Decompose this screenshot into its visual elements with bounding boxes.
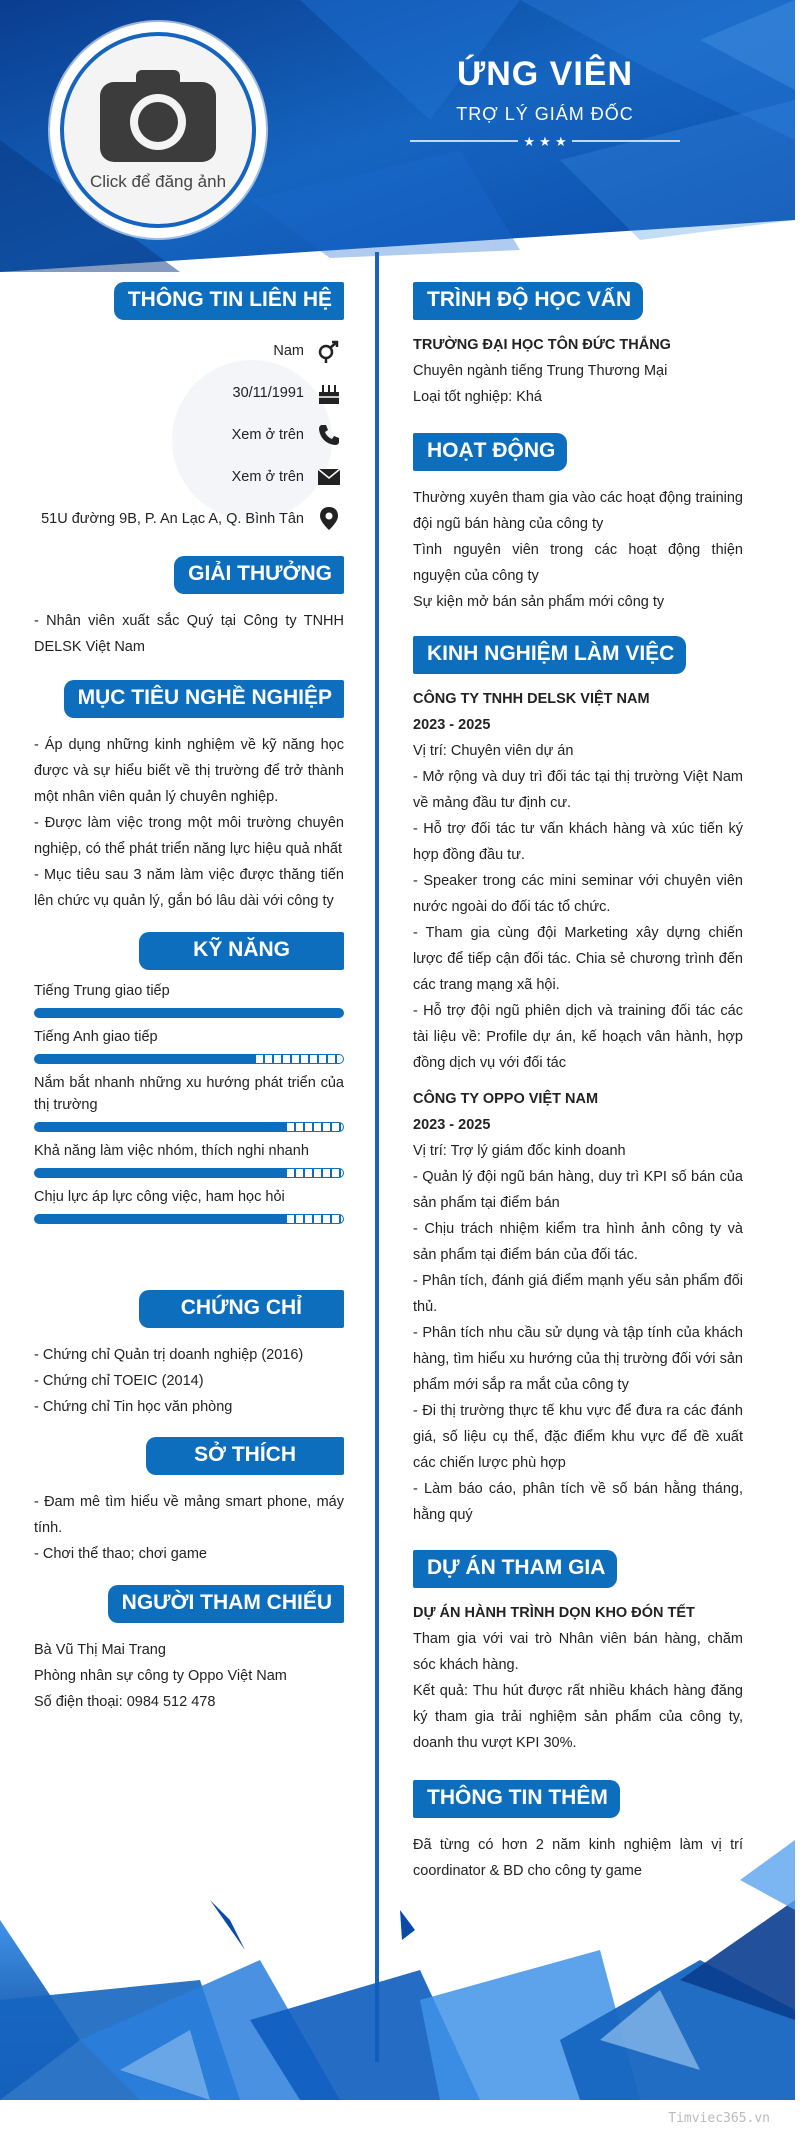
skill-level-remaining [287,1169,343,1177]
job-duty: - Hỗ trợ đội ngũ phiên dịch và training đối tác các tài liệu về: Profile dự án, kế hoạch vân hành, hợp đồng dịch vụ với đối tác [413,1003,743,1071]
activities-section [413,433,743,615]
extra-info-heading: THÔNG TIN THÊM [413,1780,620,1818]
candidate-position: TRỢ LÝ GIÁM ĐỐC [456,104,634,124]
hobbies-section [34,1437,344,1567]
job-entry [413,686,743,1076]
birthday-cake-icon [314,378,344,408]
major: Chuyên ngành tiếng Trung Thương Mại [413,363,668,379]
candidate-heading [400,55,690,154]
job-entry [413,1086,743,1528]
skill-level-bar [34,1214,344,1224]
references-heading: NGƯỜI THAM CHIẾU [108,1585,344,1623]
skill-name: Nắm bắt nhanh những xu hướng phát triển của thị trường [34,1075,344,1113]
awards-section [34,556,344,660]
phone-icon [314,420,344,450]
hobbies-heading: SỞ THÍCH [146,1437,344,1475]
reference-item: Bà Vũ Thị Mai Trang [34,1642,166,1658]
reference-item: Số điện thoại: 0984 512 478 [34,1694,216,1710]
job-period: 2023 - 2025 [413,1117,491,1133]
job-company: CÔNG TY OPPO VIỆT NAM [413,1091,599,1107]
address-value: 51U đường 9B, P. An Lạc A, Q. Bình Tân [41,511,304,527]
gender-row [34,330,344,372]
job-duty: - Mở rộng và duy trì đối tác tại thị trường Việt Nam về mảng đầu tư định cư. [413,769,743,811]
birthday-value: 30/11/1991 [232,385,304,401]
footer-background [0,1840,795,2100]
experience-section [413,636,743,1528]
camera-icon [98,68,218,164]
skill-level-bar [34,1054,344,1064]
objective-item: - Được làm việc trong một môi trường chuyên nghiệp, có thể phát triển năng lực hiệu quả nhất [34,815,344,857]
phone-row [34,414,344,456]
gender-icon [314,336,344,366]
awards-heading: GIẢI THƯỞNG [174,556,344,594]
stars-divider-icon [400,133,690,149]
reference-item: Phòng nhân sự công ty Oppo Việt Nam [34,1668,287,1684]
projects-section [413,1550,743,1756]
hobby-item: - Đam mê tìm hiểu về mảng smart phone, máy tính. [34,1494,344,1536]
objective-item: - Áp dụng những kinh nghiệm về kỹ năng học được và sự hiểu biết về thị trường để trở thành một nhân viên quản lý chuyên nghiệp. [34,737,344,805]
objective-heading: MỤC TIÊU NGHỀ NGHIỆP [64,680,344,718]
references-section [34,1585,344,1715]
project-name: DỰ ÁN HÀNH TRÌNH DỌN KHO ĐÓN TẾT [413,1605,695,1621]
job-duty: - Làm báo cáo, phân tích về số bán hằng tháng, hằng quý [413,1481,743,1523]
skill-level-remaining [287,1123,343,1131]
phone-value: Xem ở trên [231,427,304,443]
job-duty: - Tham gia cùng đội Marketing xây dựng chiến lược để tiếp cận đối tác. Chia sẻ chương trình đến các trang mạng xã hội. [413,925,743,993]
location-pin-icon [314,504,344,534]
skills-heading: KỸ NĂNG [139,932,344,970]
job-duty: - Quản lý đội ngũ bán hàng, duy trì KPI số bán của sản phẩm tại điểm bán [413,1169,743,1211]
certificate-item: - Chứng chỉ Tin học văn phòng [34,1399,233,1415]
certificates-section [34,1290,344,1420]
education-section [413,282,743,410]
skill-name: Chịu lực áp lực công việc, ham học hỏi [34,1189,285,1205]
certificate-item: - Chứng chỉ TOEIC (2014) [34,1373,204,1389]
activity-item: Thường xuyên tham gia vào các hoạt động training đội ngũ bán hàng của công ty [413,490,743,532]
project-item: Tham gia với vai trò Nhân viên bán hàng, chăm sóc khách hàng. [413,1631,743,1673]
job-duty: - Speaker trong các mini seminar với chuyên viên nước ngoài do đối tác tổ chức. [413,873,743,915]
skills-list [34,980,344,1224]
education-heading: TRÌNH ĐỘ HỌC VẤN [413,282,643,320]
certificates-heading: CHỨNG CHỈ [139,1290,344,1328]
svg-text:★ ★ ★: ★ ★ ★ [523,135,567,149]
candidate-name: ỨNG VIÊN [456,55,633,93]
job-duty: - Chịu trách nhiệm kiểm tra hình ảnh công ty và sản phẩm tại điểm bán của đối tác. [413,1221,743,1263]
skill-level-bar [34,1168,344,1178]
photo-upload-label: Click để đăng ảnh [89,172,227,191]
email-icon [314,462,344,492]
objective-section [34,680,344,914]
skills-section [34,932,344,1230]
job-role: Vị trí: Trợ lý giám đốc kinh doanh [413,1143,626,1159]
email-row [34,456,344,498]
job-period: 2023 - 2025 [413,717,491,733]
photo-frame [50,22,266,238]
extra-info-text: Đã từng có hơn 2 năm kinh nghiệm làm vị trí coordinator & BD cho công ty game [413,1837,743,1879]
skill-name: Tiếng Trung giao tiếp [34,983,170,999]
job-company: CÔNG TY TNHH DELSK VIỆT NAM [413,691,650,707]
job-duty: - Hỗ trợ đối tác tư vấn khách hàng và xúc tiến ký hợp đồng đầu tư. [413,821,743,863]
skill-level-remaining [256,1055,343,1063]
contact-heading: THÔNG TIN LIÊN HỆ [114,282,344,320]
objective-item: - Mục tiêu sau 3 năm làm việc được thăng tiến lên chức vụ quản lý, gắn bó lâu dài với công ty [34,867,344,909]
site-watermark: Timviec365.vn [668,2111,770,2126]
skill-level-bar [34,1122,344,1132]
job-role: Vị trí: Chuyên viên dự án [413,743,574,759]
school-name: TRƯỜNG ĐẠI HỌC TÔN ĐỨC THẮNG [413,337,671,353]
project-item: Kết quả: Thu hút được rất nhiều khách hàng đăng ký tham gia trải nghiệm sản phẩm của công ty, doanh thu vượt KPI 30%. [413,1683,743,1751]
column-divider [375,252,379,2062]
certificate-item: - Chứng chỉ Quản trị doanh nghiệp (2016) [34,1347,304,1363]
activity-item: Tình nguyên viên trong các hoạt động thiện nguyện của công ty [413,542,743,584]
activities-heading: HOẠT ĐỘNG [413,433,567,471]
experience-heading: KINH NGHIỆM LÀM VIỆC [413,636,686,674]
address-row [34,498,344,540]
skill-level-remaining [287,1215,343,1223]
upload-photo-button[interactable] [60,32,256,228]
graduation-grade: Loại tốt nghiệp: Khá [413,389,542,405]
skill-name: Khả năng làm việc nhóm, thích nghi nhanh [34,1143,309,1159]
job-duty: - Phân tích nhu cầu sử dụng và tập tính của khách hàng, tìm hiểu xu hướng của thị trường đối với sản phẩm mới sắp ra mắt của công ty [413,1325,743,1393]
job-duty: - Đi thị trường thực tế khu vực để đưa ra các đánh giá, số liệu cụ thể, đặc điểm khu vực để đề xuất các chiến lược phù hợp [413,1403,743,1471]
projects-heading: DỰ ÁN THAM GIA [413,1550,617,1588]
hobby-item: - Chơi thể thao; chơi game [34,1546,207,1562]
job-duty: - Phân tích, đánh giá điểm mạnh yếu sản phẩm đối thủ. [413,1273,743,1315]
contact-section [34,282,344,540]
gender-value: Nam [273,343,304,359]
skill-level-bar [34,1008,344,1018]
award-item: - Nhân viên xuất sắc Quý tại Công ty TNHH DELSK Việt Nam [34,613,344,655]
birthday-row [34,372,344,414]
skill-name: Tiếng Anh giao tiếp [34,1029,158,1045]
activity-item: Sự kiện mở bán sản phẩm mới công ty [413,594,665,610]
email-value: Xem ở trên [231,469,304,485]
